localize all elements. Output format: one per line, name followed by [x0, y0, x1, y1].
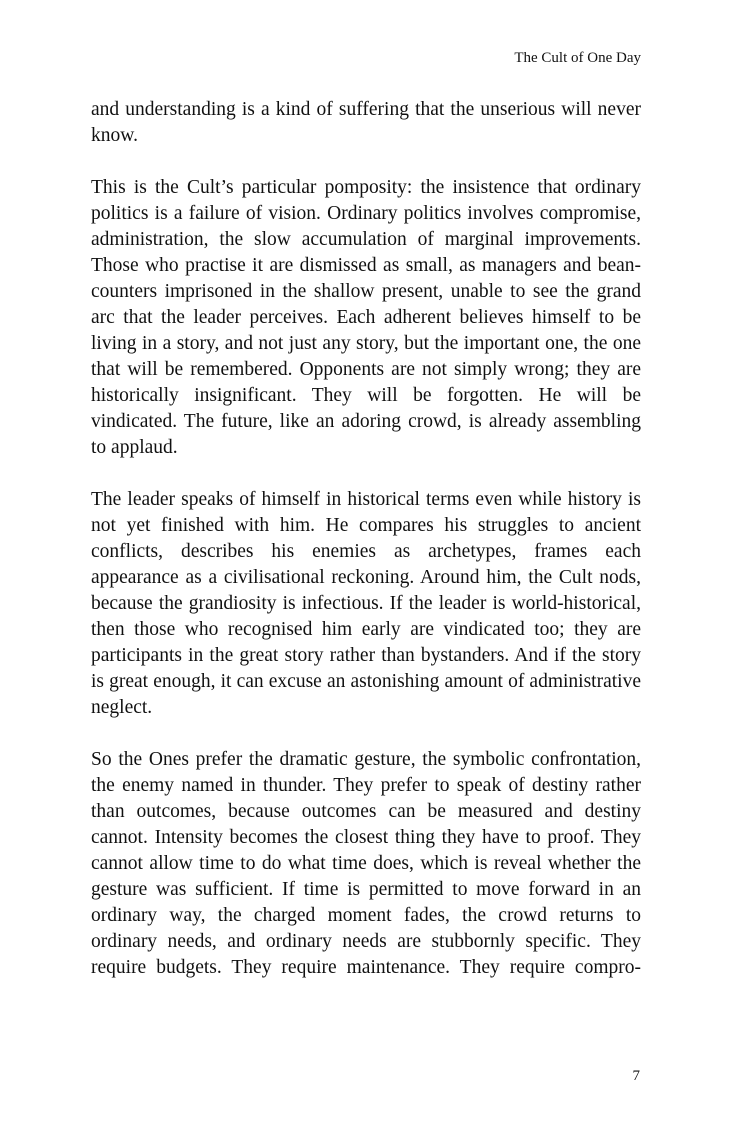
paragraph: and understanding is a kind of suffering that the unserious will never know.	[91, 99, 641, 146]
paragraph: This is the Cult’s particular pomposity: the insistence that ordinary politics is a failure of vision. Ordinary politics involves compromise, administration, the slow accumulation of marginal improvements. Those who practise it are dismissed as small, as managers and bean-counters imprisoned in the shallow present, unable to see the grand arc that the leader perceives. Each adherent believes himself to be living in a story, and not just any story, but the important one, the one that will be remembered. Opponents are not simply wrong; they are historically insignificant. They will be forgotten. He will be vindicated. The future, like an adoring crowd, is already assembling to applaud.	[91, 177, 641, 458]
body-text	[91, 97, 641, 981]
paragraph: So the Ones prefer the dramatic gesture, the symbolic confrontation, the enemy named in thunder. They prefer to speak of destiny rather than outcomes, because outcomes can be measured and destiny cannot. Intensity becomes the closest thing they have to proof. They cannot allow time to do what time does, which is reveal whether the gesture was sufficient. If time is permitted to move forward in an ordinary way, the charged moment fades, the crowd returns to ordinary needs, and ordinary needs are stubbornly specific. They require budgets. They require maintenance. They require compro-	[91, 749, 641, 978]
running-head: The Cult of One Day	[514, 50, 641, 66]
page-number: 7	[632, 1068, 640, 1084]
paragraph: The leader speaks of himself in historical terms even while history is not yet finished with him. He compares his struggles to ancient conflicts, describes his enemies as archetypes, frames each appearance as a civilisational reckoning. Around him, the Cult nods, because the grandiosity is infectious. If the leader is world-historical, then those who recognised him early are vindicated too; they are participants in the great story rather than bystanders. And if the story is great enough, it can excuse an astonishing amount of administrative neglect.	[91, 489, 641, 718]
